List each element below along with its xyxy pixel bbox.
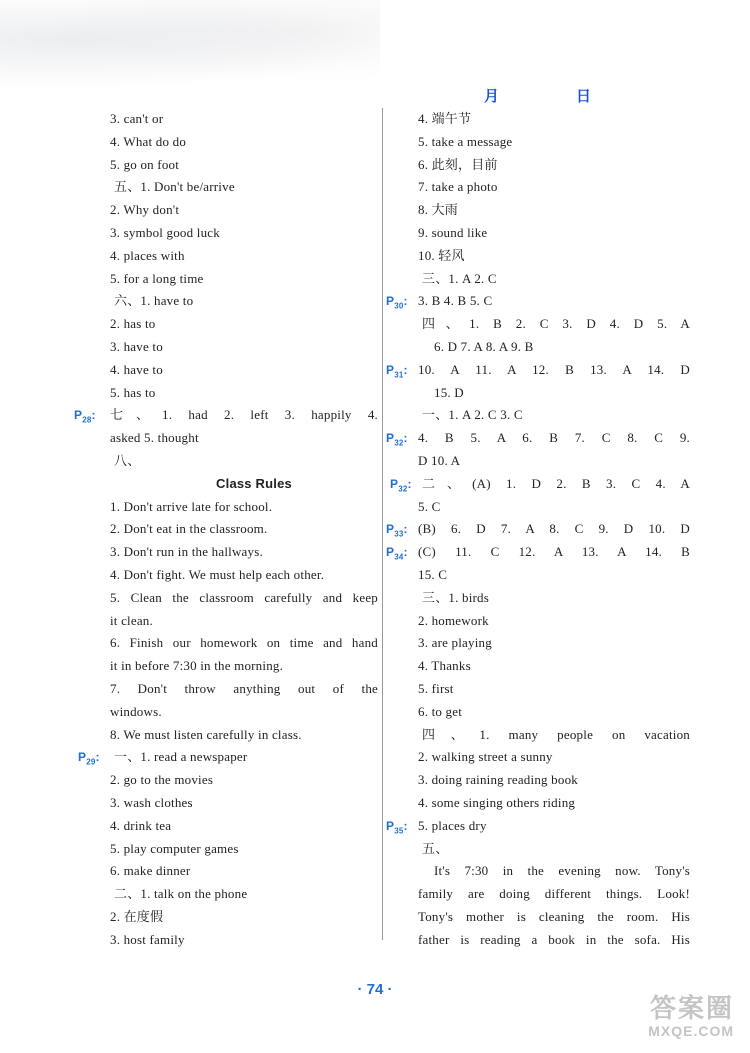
- answer-text: 六、1. have to: [114, 293, 194, 309]
- answer-text: 4. places with: [110, 247, 185, 263]
- page-ref-marker: $P_{32}$:: [390, 476, 412, 494]
- answer-line: [418, 496, 690, 519]
- answer-line: [110, 336, 378, 359]
- scan-smudge: [0, 0, 380, 90]
- answer-line: [110, 724, 378, 747]
- answer-text: 3. Don't run in the hallways.: [110, 544, 263, 560]
- page-ref-number: 29: [86, 757, 96, 767]
- answer-line: [418, 655, 690, 678]
- answer-line: [110, 518, 378, 541]
- answer-text: 6. make dinner: [110, 863, 191, 879]
- answer-line: [422, 268, 690, 291]
- answer-line: [114, 883, 378, 906]
- answer-line: [110, 199, 378, 222]
- answer-text: 5. places dry: [418, 817, 487, 833]
- answer-line: [110, 108, 378, 131]
- answer-text: 七、1. had 2. left 3. happily 4.: [110, 407, 378, 423]
- page-number: · 74 ·: [357, 981, 393, 998]
- page-ref-number: 34: [394, 552, 404, 562]
- answer-text: 7. take a photo: [418, 179, 498, 195]
- answer-text: 3. doing raining reading book: [418, 772, 578, 788]
- answer-text: 3. symbol good luck: [110, 224, 220, 240]
- answer-line: [418, 701, 690, 724]
- answer-text: 三、1. A 2. C: [422, 270, 497, 286]
- answer-line: [110, 154, 378, 177]
- answer-text: 6. to get: [418, 703, 463, 719]
- answer-text: 8. We must listen carefully in class.: [110, 726, 302, 742]
- page-ref-marker: $P_{28}$:: [74, 408, 96, 425]
- answer-line: [114, 450, 378, 473]
- answer-line: [110, 769, 378, 792]
- answer-text: 3. wash clothes: [110, 794, 193, 810]
- answer-text: D 10. A: [418, 452, 461, 468]
- answer-line: [110, 838, 378, 861]
- watermark-text: 答案圈: [649, 993, 734, 1023]
- answer-line: [418, 883, 690, 906]
- answer-text: 4. What do do: [110, 133, 187, 149]
- answer-line: [418, 245, 690, 268]
- answer-line: [418, 131, 690, 154]
- answer-text: 4. Don't fight. We must help each other.: [110, 566, 325, 582]
- answer-line: [422, 724, 690, 747]
- answer-text: 一、1. read a newspaper: [114, 749, 248, 765]
- answer-line: [418, 176, 690, 199]
- answer-line: [386, 359, 690, 382]
- answer-text: 2. go to the movies: [110, 772, 214, 788]
- answer-line: [110, 701, 378, 724]
- answer-text: 9. sound like: [418, 224, 488, 240]
- answer-text: 5. C: [418, 498, 441, 514]
- answer-text: 4. some singing others riding: [418, 794, 576, 810]
- answer-line: [74, 404, 378, 427]
- page-ref-number: 28: [82, 415, 92, 425]
- page-ref-marker: $P_{35}$:: [386, 818, 408, 836]
- answer-text: It's 7:30 in the evening now. Tony's: [434, 863, 690, 879]
- left-answer-column: [74, 108, 378, 951]
- answer-line: [418, 632, 690, 655]
- answer-line: [418, 610, 690, 633]
- answer-text: 5. Clean the classroom carefully and keep: [110, 589, 378, 605]
- answer-text: 5. has to: [110, 384, 156, 400]
- answer-text: 八、: [114, 452, 141, 468]
- answer-line: [418, 199, 690, 222]
- answer-text: 4. have to: [110, 361, 163, 377]
- answer-line: [110, 313, 378, 336]
- page-ref-number: 32: [398, 484, 408, 494]
- answer-text: it clean.: [110, 612, 153, 628]
- answer-text: 2. Why don't: [110, 202, 180, 218]
- page-ref-number: 35: [394, 826, 404, 836]
- answer-text: 五、: [422, 840, 449, 856]
- answer-text: Tony's mother is cleaning the room. His: [418, 908, 690, 924]
- page-ref-number: 31: [394, 370, 404, 380]
- answer-line: [418, 678, 690, 701]
- answer-text: 3. are playing: [418, 635, 492, 651]
- day-label: 日: [576, 88, 592, 105]
- answer-line: [422, 838, 690, 861]
- answer-line: [110, 564, 378, 587]
- right-answer-column: [386, 108, 690, 951]
- answer-line: [110, 906, 378, 929]
- answer-text: 2. has to: [110, 316, 156, 332]
- answer-text: 二、(A) 1. D 2. B 3. C 4. A: [422, 475, 690, 491]
- page-ref-number: 30: [394, 301, 404, 311]
- answer-text: 5. go on foot: [110, 156, 180, 172]
- answer-text: 15. C: [418, 566, 448, 582]
- page-ref-marker: $P_{31}$:: [386, 362, 408, 380]
- answer-line: [422, 404, 690, 427]
- answer-line: [110, 541, 378, 564]
- answer-text: 2. walking street a sunny: [418, 749, 553, 765]
- answer-text: 4. B 5. A 6. B 7. C 8. C 9.: [418, 430, 690, 446]
- answer-line: [114, 176, 378, 199]
- answer-line: [110, 496, 378, 519]
- answer-line: [110, 610, 378, 633]
- answer-line: [418, 382, 690, 405]
- answer-line: [386, 541, 690, 564]
- answer-text: (C) 11. C 12. A 13. A 14. B: [418, 544, 690, 560]
- answer-text: 三、1. birds: [422, 589, 489, 605]
- answer-text: 5. first: [418, 680, 454, 696]
- answer-line: [418, 108, 690, 131]
- answer-line: [390, 473, 690, 496]
- answer-line: [110, 268, 378, 291]
- answer-line: [110, 860, 378, 883]
- answer-text: Class Rules: [216, 475, 292, 491]
- answer-line: [110, 678, 378, 701]
- answer-text: 7. Don't throw anything out of the: [110, 680, 378, 696]
- answer-line: [418, 906, 690, 929]
- answer-text: 10. A 11. A 12. B 13. A 14. D: [418, 361, 690, 377]
- page-ref-number: 33: [394, 529, 404, 539]
- answer-text: 3. B 4. B 5. C: [418, 293, 493, 309]
- answer-text: father is reading a book in the sofa. His: [418, 931, 690, 947]
- answer-line: [110, 382, 378, 405]
- answer-line: [110, 131, 378, 154]
- answer-text: 6. D 7. A 8. A 9. B: [434, 338, 534, 354]
- answer-line: [110, 427, 378, 450]
- answer-text: 5. take a message: [418, 133, 513, 149]
- answer-line: [110, 359, 378, 382]
- answer-line: [418, 792, 690, 815]
- answer-text: 3. host family: [110, 931, 185, 947]
- answer-text: (B) 6. D 7. A 8. C 9. D 10. D: [418, 521, 690, 537]
- answer-text: asked 5. thought: [110, 430, 199, 446]
- page-ref-marker: $P_{33}$:: [386, 522, 408, 539]
- answer-line: [418, 769, 690, 792]
- watermark-url: MXQE.COM: [648, 1023, 734, 1039]
- answer-line: [418, 450, 690, 473]
- page-ref-marker: $P_{30}$:: [386, 294, 408, 311]
- answer-text: 15. D: [434, 384, 464, 400]
- answer-text: 6. Finish our homework on time and hand: [110, 635, 378, 651]
- answer-line: [422, 313, 690, 336]
- watermark-logo: [594, 993, 734, 1043]
- answer-text: 一、1. A 2. C 3. C: [422, 407, 523, 423]
- answer-line: [386, 518, 690, 541]
- answer-line: [110, 587, 378, 610]
- answer-text: 2. Don't eat in the classroom.: [110, 521, 268, 537]
- answer-line: [418, 860, 690, 883]
- answer-line: [110, 655, 378, 678]
- answer-text: 8. 大雨: [418, 202, 459, 218]
- answer-text: 1. Don't arrive late for school.: [110, 498, 273, 514]
- answer-line: [418, 154, 690, 177]
- answer-text: 4. 端午节: [418, 111, 472, 126]
- answer-text: it in before 7:30 in the morning.: [110, 658, 284, 674]
- answer-text: 10. 轻风: [418, 247, 465, 263]
- answer-text: 2. 在度假: [110, 908, 164, 924]
- answer-line: [78, 746, 378, 769]
- answer-text: 5. play computer games: [110, 840, 239, 856]
- answer-text: 3. have to: [110, 338, 163, 354]
- page-ref-marker: $P_{29}$:: [78, 750, 100, 767]
- answer-line: [418, 336, 690, 359]
- answer-text: 5. for a long time: [110, 270, 204, 286]
- answer-text: 2. homework: [418, 612, 489, 628]
- section-title: [110, 473, 378, 496]
- answer-text: 3. can't or: [110, 111, 164, 126]
- answer-text: windows.: [110, 703, 162, 719]
- answer-line: [110, 632, 378, 655]
- answer-line: [418, 746, 690, 769]
- answer-line: [386, 815, 690, 838]
- answer-text: 五、1. Don't be/arrive: [114, 179, 235, 195]
- answer-line: [114, 290, 378, 313]
- answer-line: [386, 290, 690, 313]
- answer-text: 四、1. B 2. C 3. D 4. D 5. A: [422, 316, 690, 332]
- answer-text: 4. Thanks: [418, 658, 471, 674]
- answer-line: [418, 564, 690, 587]
- month-label: 月: [484, 88, 500, 105]
- answer-line: [418, 929, 690, 952]
- page-ref-marker: $P_{34}$:: [386, 545, 408, 562]
- answer-line: [422, 587, 690, 610]
- answer-text: 4. drink tea: [110, 817, 172, 833]
- answer-text: 四、1. many people on vacation: [422, 726, 690, 742]
- answer-line: [110, 245, 378, 268]
- answer-line: [110, 222, 378, 245]
- answer-line: [386, 427, 690, 450]
- column-divider: [382, 108, 383, 940]
- answer-text: family are doing different things. Look!: [418, 886, 690, 902]
- answer-line: [110, 815, 378, 838]
- page-ref-number: 32: [394, 438, 404, 448]
- answer-line: [110, 792, 378, 815]
- answer-line: [110, 929, 378, 952]
- page-ref-marker: $P_{32}$:: [386, 431, 408, 448]
- answer-line: [418, 222, 690, 245]
- answer-text: 二、1. talk on the phone: [114, 886, 248, 902]
- answer-text: 6. 此刻，目前: [418, 156, 498, 172]
